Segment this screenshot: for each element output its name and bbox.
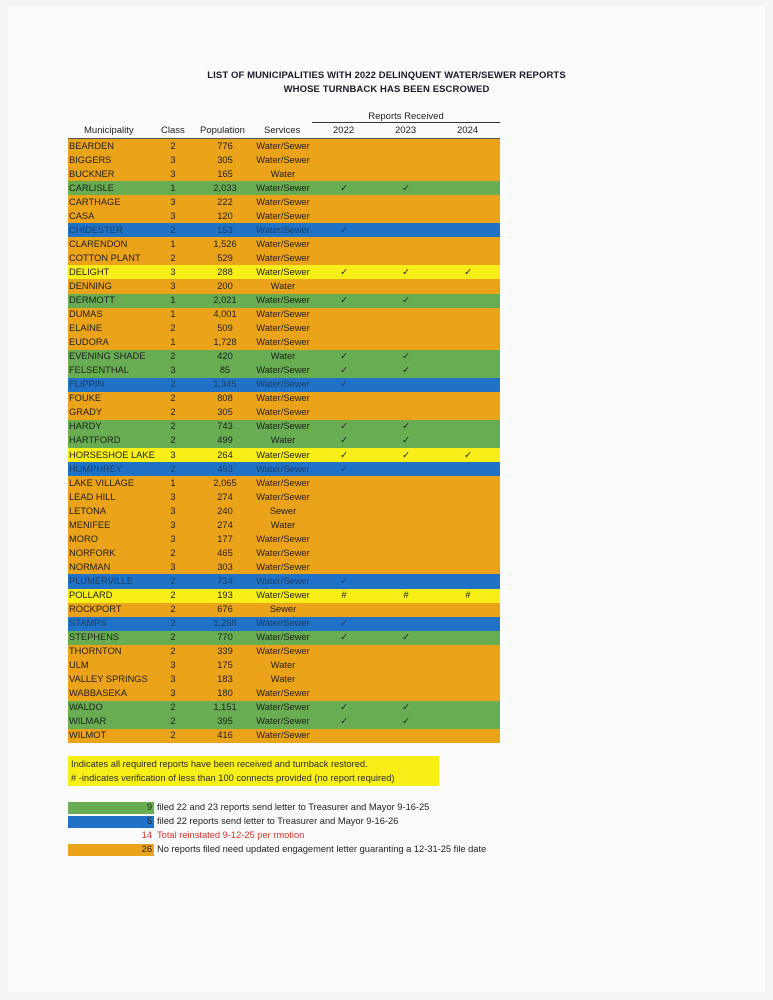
population-cell: 288 <box>217 266 233 277</box>
header-services: Services <box>264 125 301 136</box>
table-row <box>68 294 500 308</box>
municipality-cell: DUMAS <box>69 309 103 320</box>
table-row <box>68 589 500 603</box>
report-2022-cell: ✓ <box>340 435 348 446</box>
class-cell: 1 <box>170 337 176 348</box>
class-cell: 2 <box>170 252 176 263</box>
services-cell: Water <box>270 351 296 362</box>
municipality-cell: POLLARD <box>69 590 113 600</box>
header-municipality: Municipality <box>84 125 134 136</box>
report-2023-cell: ✓ <box>402 421 410 432</box>
services-cell: Water/Sewer <box>256 393 310 404</box>
report-2023-cell: ✓ <box>402 182 410 193</box>
municipality-cell: MENIFEE <box>69 519 111 530</box>
title-line-2: WHOSE TURNBACK HAS BEEN ESCROWED <box>283 84 490 95</box>
population-cell: 509 <box>217 323 233 334</box>
table-row <box>68 420 500 434</box>
services-cell: Water/Sewer <box>256 210 310 221</box>
table-row <box>68 715 500 729</box>
header-2024: 2024 <box>457 125 479 136</box>
population-cell: 303 <box>217 561 233 572</box>
table-row <box>68 336 500 350</box>
note-hash: # -indicates verification of less than 100 connects provided (no report required) <box>71 773 395 783</box>
services-cell: Water/Sewer <box>256 575 310 586</box>
population-cell: 1,151 <box>213 702 237 713</box>
services-cell: Water/Sewer <box>256 716 310 727</box>
report-2022-cell: ✓ <box>340 421 348 432</box>
legend-text: filed 22 and 23 reports send letter to Treasurer and Mayor 9-16-25 <box>157 802 430 812</box>
services-cell: Water/Sewer <box>256 449 310 460</box>
class-cell: 3 <box>170 688 176 699</box>
table-row <box>68 546 500 560</box>
population-cell: 193 <box>217 590 233 600</box>
table-row <box>68 322 500 336</box>
population-cell: 85 <box>219 365 231 376</box>
report-2022-cell: ✓ <box>340 351 348 362</box>
population-cell: 776 <box>217 140 233 151</box>
population-cell: 1,728 <box>213 337 237 348</box>
municipality-cell: GRADY <box>69 407 103 418</box>
population-cell: 305 <box>217 407 233 418</box>
table-row <box>68 195 500 209</box>
class-cell: 3 <box>170 168 176 179</box>
table-row <box>68 701 500 715</box>
table-row <box>68 532 500 546</box>
class-cell: 3 <box>170 280 176 291</box>
population-cell: 499 <box>217 435 233 446</box>
legend-text: Total reinstated 9-12-25 per rmotion <box>157 830 305 840</box>
table-row <box>68 434 500 448</box>
municipality-cell: EUDORA <box>69 337 109 348</box>
municipality-cell: BEARDEN <box>69 140 114 151</box>
municipality-cell: COTTON PLANT <box>69 252 141 263</box>
services-cell: Sewer <box>269 604 297 615</box>
class-cell: 1 <box>170 238 176 249</box>
municipality-cell: CLARENDON <box>69 238 128 249</box>
services-cell: Water/Sewer <box>256 491 310 502</box>
class-cell: 3 <box>170 674 176 685</box>
population-cell: 529 <box>217 252 233 263</box>
services-cell: Water <box>270 519 296 530</box>
population-cell: 274 <box>217 519 233 530</box>
table-row <box>68 476 500 490</box>
table-row <box>68 209 500 223</box>
population-cell: 1,526 <box>213 238 237 249</box>
municipality-table <box>68 139 500 743</box>
table-row <box>68 406 500 420</box>
services-cell: Water <box>270 674 296 685</box>
table-row <box>68 729 500 743</box>
table-row <box>68 378 500 392</box>
reports-received-rule <box>312 122 500 123</box>
class-cell: 2 <box>170 716 176 727</box>
services-cell: Water/Sewer <box>256 547 310 558</box>
municipality-cell: DENNING <box>69 280 112 291</box>
municipality-cell: WALDO <box>69 702 103 713</box>
legend-swatch <box>68 802 154 814</box>
legend-text: filed 22 reports send letter to Treasurer and Mayor 9-16-26 <box>157 816 399 826</box>
class-cell: 3 <box>170 449 176 460</box>
header-2023: 2023 <box>395 125 417 136</box>
table-row <box>68 673 500 687</box>
table-row <box>68 139 500 153</box>
services-cell: Water/Sewer <box>256 337 310 348</box>
report-2022-cell: ✓ <box>340 463 348 474</box>
municipality-cell: BIGGERS <box>69 154 112 165</box>
class-cell: 3 <box>170 533 176 544</box>
services-cell: Water/Sewer <box>256 421 310 432</box>
municipality-cell: ELAINE <box>69 323 103 334</box>
municipality-cell: HORSESHOE LAKE <box>69 449 155 460</box>
population-cell: 274 <box>217 491 233 502</box>
municipality-cell: NORMAN <box>69 561 111 572</box>
legend-count: 26 <box>141 844 152 854</box>
header-population: Population <box>200 125 245 136</box>
population-cell: 240 <box>217 505 233 516</box>
report-2022-cell: ✓ <box>340 575 348 586</box>
population-cell: 200 <box>217 280 233 291</box>
table-row <box>68 645 500 659</box>
table-header <box>68 125 500 138</box>
population-cell: 339 <box>217 646 233 657</box>
report-2023-cell: ✓ <box>402 435 410 446</box>
legend-text: No reports filed need updated engagement letter guaranting a 12-31-25 file date <box>157 844 487 854</box>
table-row <box>68 167 500 181</box>
table-row <box>68 518 500 532</box>
municipality-cell: WABBASEKA <box>69 688 128 699</box>
report-2023-cell: ✓ <box>402 365 410 376</box>
report-2022-cell: ✓ <box>340 295 348 306</box>
population-cell: 1,345 <box>213 379 237 390</box>
municipality-cell: PLUMERVILLE <box>69 575 133 586</box>
services-cell: Water <box>270 168 296 179</box>
services-cell: Water/Sewer <box>256 590 310 600</box>
table-row <box>68 687 500 701</box>
services-cell: Water/Sewer <box>256 688 310 699</box>
class-cell: 3 <box>170 561 176 572</box>
class-cell: 3 <box>170 491 176 502</box>
population-cell: 416 <box>217 730 233 741</box>
report-2022-cell: ✓ <box>340 449 348 460</box>
table-row <box>68 392 500 406</box>
municipality-cell: FOUKE <box>69 393 102 404</box>
legend-count: 5 <box>146 816 152 826</box>
report-2022-cell: # <box>341 590 347 600</box>
class-cell: 1 <box>170 309 176 320</box>
table-row <box>68 617 500 631</box>
table-row <box>68 181 500 195</box>
services-cell: Water <box>270 660 296 671</box>
population-cell: 120 <box>217 210 233 221</box>
municipality-cell: CHIDESTER <box>69 224 123 235</box>
report-2023-cell: ✓ <box>402 449 410 460</box>
reports-received-label: Reports Received <box>368 111 444 122</box>
population-cell: 175 <box>217 660 233 671</box>
municipality-cell: STEPHENS <box>69 632 120 643</box>
report-2022-cell: ✓ <box>340 365 348 376</box>
legend-note-box <box>68 756 439 786</box>
services-cell: Water <box>270 280 296 291</box>
report-2023-cell: ✓ <box>402 632 410 643</box>
population-cell: 2,021 <box>213 295 237 306</box>
municipality-cell: EVENING SHADE <box>69 351 146 362</box>
municipality-cell: BUCKNER <box>69 168 115 179</box>
class-cell: 3 <box>170 519 176 530</box>
municipality-cell: CARTHAGE <box>69 196 121 207</box>
municipality-cell: ULM <box>69 660 89 671</box>
table-row <box>68 574 500 588</box>
population-cell: 183 <box>217 674 233 685</box>
report-2024-cell: ✓ <box>464 266 472 277</box>
population-cell: 2,033 <box>213 182 237 193</box>
municipality-cell: FLIPPIN <box>69 379 105 390</box>
table-row <box>68 265 500 279</box>
services-cell: Water/Sewer <box>256 702 310 713</box>
population-cell: 743 <box>217 421 233 432</box>
table-row <box>68 462 500 476</box>
municipality-cell: THORNTON <box>69 646 122 657</box>
table-row <box>68 560 500 574</box>
municipality-cell: CASA <box>69 210 95 221</box>
class-cell: 2 <box>170 646 176 657</box>
legend-swatch <box>68 830 154 842</box>
municipality-cell: STAMPS <box>69 618 107 629</box>
population-cell: 770 <box>217 632 233 643</box>
table-row <box>68 153 500 167</box>
header-class: Class <box>161 125 185 136</box>
table-row <box>68 603 500 617</box>
municipality-cell: FELSENTHAL <box>69 365 129 376</box>
services-cell: Water/Sewer <box>256 140 310 151</box>
class-cell: 1 <box>170 295 176 306</box>
legend-swatch <box>68 844 154 856</box>
class-cell: 3 <box>170 196 176 207</box>
population-cell: 676 <box>217 604 233 615</box>
class-cell: 2 <box>170 351 176 362</box>
population-cell: 734 <box>217 575 233 586</box>
municipality-cell: HARTFORD <box>69 435 121 446</box>
municipality-cell: ROCKPORT <box>69 604 122 615</box>
report-2022-cell: ✓ <box>340 632 348 643</box>
class-cell: 2 <box>170 590 176 600</box>
class-cell: 2 <box>170 463 176 474</box>
report-2022-cell: ✓ <box>340 182 348 193</box>
municipality-cell: LEAD HILL <box>69 491 116 502</box>
municipality-cell: CARLISLE <box>69 182 114 193</box>
class-cell: 1 <box>170 477 176 488</box>
class-cell: 2 <box>170 604 176 615</box>
population-cell: 177 <box>217 533 233 544</box>
report-2023-cell: ✓ <box>402 716 410 727</box>
legend-swatch <box>68 816 154 828</box>
table-row <box>68 279 500 293</box>
class-cell: 2 <box>170 140 176 151</box>
services-cell: Water/Sewer <box>256 477 310 488</box>
class-cell: 3 <box>170 365 176 376</box>
class-cell: 2 <box>170 393 176 404</box>
class-cell: 3 <box>170 210 176 221</box>
municipality-cell: LETONA <box>69 505 107 516</box>
table-row <box>68 237 500 251</box>
services-cell: Water/Sewer <box>256 295 310 306</box>
table-row <box>68 308 500 322</box>
services-cell: Water/Sewer <box>256 632 310 643</box>
municipality-cell: NORFORK <box>69 547 116 558</box>
municipality-cell: LAKE VILLAGE <box>69 477 135 488</box>
population-cell: 465 <box>217 547 233 558</box>
services-cell: Water/Sewer <box>256 365 310 376</box>
population-cell: 808 <box>217 393 233 404</box>
report-2023-cell: ✓ <box>402 266 410 277</box>
services-cell: Water <box>270 435 296 446</box>
report-2022-cell: ✓ <box>340 266 348 277</box>
services-cell: Water/Sewer <box>256 730 310 741</box>
municipality-cell: HUMPHREY <box>69 463 123 474</box>
class-cell: 3 <box>170 154 176 165</box>
report-2024-cell: ✓ <box>464 449 472 460</box>
note-restored: Indicates all required reports have been received and turnback restored. <box>71 759 368 769</box>
municipality-cell: WILMOT <box>69 730 107 741</box>
population-cell: 305 <box>217 154 233 165</box>
title-line-1: LIST OF MUNICIPALITIES WITH 2022 DELINQUENT WATER/SEWER REPORTS <box>207 70 566 81</box>
class-cell: 2 <box>170 632 176 643</box>
municipality-cell: MORO <box>69 533 98 544</box>
header-2022: 2022 <box>333 125 355 136</box>
table-row <box>68 659 500 673</box>
class-cell: 2 <box>170 323 176 334</box>
table-row <box>68 350 500 364</box>
population-cell: 264 <box>217 449 233 460</box>
services-cell: Water/Sewer <box>256 238 310 249</box>
services-cell: Water/Sewer <box>256 533 310 544</box>
population-cell: 2,065 <box>213 477 237 488</box>
class-cell: 2 <box>170 421 176 432</box>
class-cell: 2 <box>170 730 176 741</box>
services-cell: Water/Sewer <box>256 154 310 165</box>
legend-count: 14 <box>141 830 152 840</box>
report-2022-cell: ✓ <box>340 379 348 390</box>
population-cell: 493 <box>217 463 233 474</box>
class-cell: 2 <box>170 224 176 235</box>
services-cell: Water/Sewer <box>256 618 310 629</box>
services-cell: Water/Sewer <box>256 196 310 207</box>
class-cell: 3 <box>170 266 176 277</box>
class-cell: 2 <box>170 575 176 586</box>
class-cell: 2 <box>170 702 176 713</box>
table-row <box>68 223 500 237</box>
population-cell: 420 <box>217 351 233 362</box>
class-cell: 2 <box>170 547 176 558</box>
population-cell: 180 <box>217 688 233 699</box>
population-cell: 165 <box>217 168 233 179</box>
report-2022-cell: ✓ <box>340 224 348 235</box>
table-row <box>68 504 500 518</box>
report-2024-cell: # <box>465 590 471 600</box>
class-cell: 2 <box>170 618 176 629</box>
table-row <box>68 631 500 645</box>
table-row <box>68 448 500 462</box>
report-2022-cell: ✓ <box>340 618 348 629</box>
table-row <box>68 251 500 265</box>
services-cell: Water/Sewer <box>256 407 310 418</box>
services-cell: Water/Sewer <box>256 309 310 320</box>
services-cell: Water/Sewer <box>256 646 310 657</box>
report-2022-cell: ✓ <box>340 702 348 713</box>
municipality-cell: DELIGHT <box>69 266 110 277</box>
report-2023-cell: ✓ <box>402 295 410 306</box>
services-cell: Water/Sewer <box>256 182 310 193</box>
class-cell: 2 <box>170 407 176 418</box>
table-row <box>68 364 500 378</box>
population-cell: 222 <box>217 196 233 207</box>
population-cell: 395 <box>217 716 233 727</box>
municipality-cell: HARDY <box>69 421 102 432</box>
services-cell: Water/Sewer <box>256 252 310 263</box>
class-cell: 2 <box>170 379 176 390</box>
services-cell: Water/Sewer <box>256 561 310 572</box>
municipality-cell: VALLEY SPRINGS <box>69 674 148 685</box>
class-cell: 1 <box>170 182 176 193</box>
report-2023-cell: # <box>403 590 409 600</box>
class-cell: 3 <box>170 660 176 671</box>
class-cell: 2 <box>170 435 176 446</box>
report-2023-cell: ✓ <box>402 702 410 713</box>
population-cell: 153 <box>217 224 233 235</box>
municipality-cell: DERMOTT <box>69 295 115 306</box>
services-cell: Water/Sewer <box>256 224 310 235</box>
services-cell: Water/Sewer <box>256 323 310 334</box>
table-row <box>68 490 500 504</box>
report-2023-cell: ✓ <box>402 351 410 362</box>
services-cell: Water/Sewer <box>256 463 310 474</box>
population-cell: 4,001 <box>213 309 237 320</box>
municipality-cell: WILMAR <box>69 716 107 727</box>
class-cell: 3 <box>170 505 176 516</box>
services-cell: Sewer <box>269 505 297 516</box>
legend-count: 9 <box>146 802 152 812</box>
population-cell: 1,268 <box>213 618 237 629</box>
services-cell: Water/Sewer <box>256 266 310 277</box>
services-cell: Water/Sewer <box>256 379 310 390</box>
report-2022-cell: ✓ <box>340 716 348 727</box>
